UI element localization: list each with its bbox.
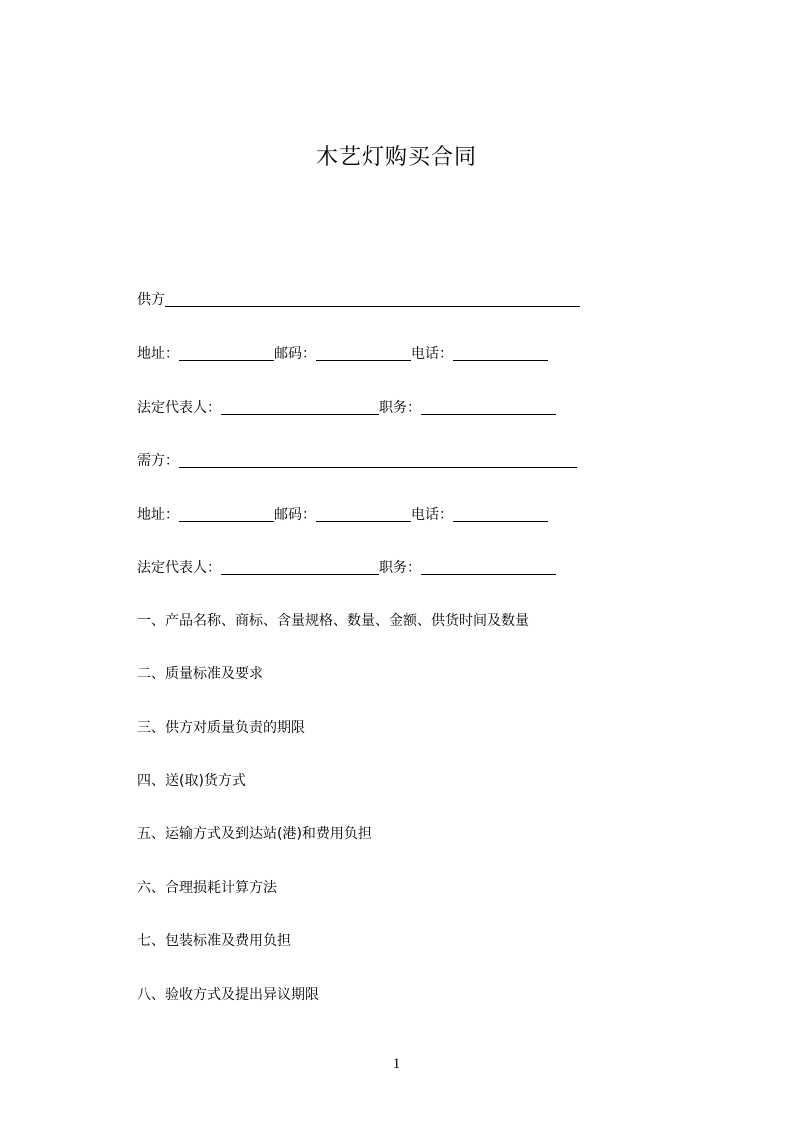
buyer-label: 需方： [137,453,179,469]
section-heading-8: 八、验收方式及提出异议期限 [137,987,319,1003]
section-heading-4: 四、送(取)货方式 [137,773,246,789]
contract-title: 木艺灯购买合同 [315,145,477,170]
buyer-line [137,451,577,471]
section-heading-7: 七、包装标准及费用负担 [137,933,291,949]
buyer-contact-line [137,505,548,525]
section-heading-2: 二、质量标准及要求 [137,666,263,682]
buyer-address-label: 地址： [137,507,179,523]
buyer-phone-blank[interactable] [453,506,548,522]
page-number: 1 [392,1056,401,1072]
supplier-phone-blank[interactable] [453,345,548,361]
supplier-line [137,290,580,310]
buyer-rep-line [137,558,556,578]
buyer-phone-label: 电话： [411,507,453,523]
buyer-rep-blank[interactable] [221,559,379,575]
supplier-label: 供方 [137,292,165,308]
buyer-position-label: 职务： [379,560,421,576]
supplier-postcode-blank[interactable] [316,345,411,361]
section-heading-3: 三、供方对质量负责的期限 [137,720,305,736]
supplier-address-label: 地址： [137,346,179,362]
buyer-address-blank[interactable] [179,506,274,522]
supplier-rep-blank[interactable] [221,399,379,415]
buyer-position-blank[interactable] [421,559,556,575]
section-heading-6: 六、合理损耗计算方法 [137,880,277,896]
section-heading-5: 五、运输方式及到达站(港)和费用负担 [137,826,372,842]
section-heading-1: 一、产品名称、商标、含量规格、数量、金额、供货时间及数量 [137,613,529,629]
supplier-address-blank[interactable] [179,345,274,361]
buyer-rep-label: 法定代表人： [137,560,221,576]
buyer-blank[interactable] [179,452,577,468]
supplier-rep-label: 法定代表人： [137,400,221,416]
supplier-position-label: 职务： [379,400,421,416]
supplier-phone-label: 电话： [411,346,453,362]
supplier-postcode-label: 邮码： [274,346,316,362]
buyer-postcode-label: 邮码： [274,507,316,523]
buyer-postcode-blank[interactable] [316,506,411,522]
supplier-position-blank[interactable] [421,399,556,415]
supplier-blank[interactable] [165,291,580,307]
supplier-contact-line [137,344,548,364]
supplier-rep-line [137,398,556,418]
